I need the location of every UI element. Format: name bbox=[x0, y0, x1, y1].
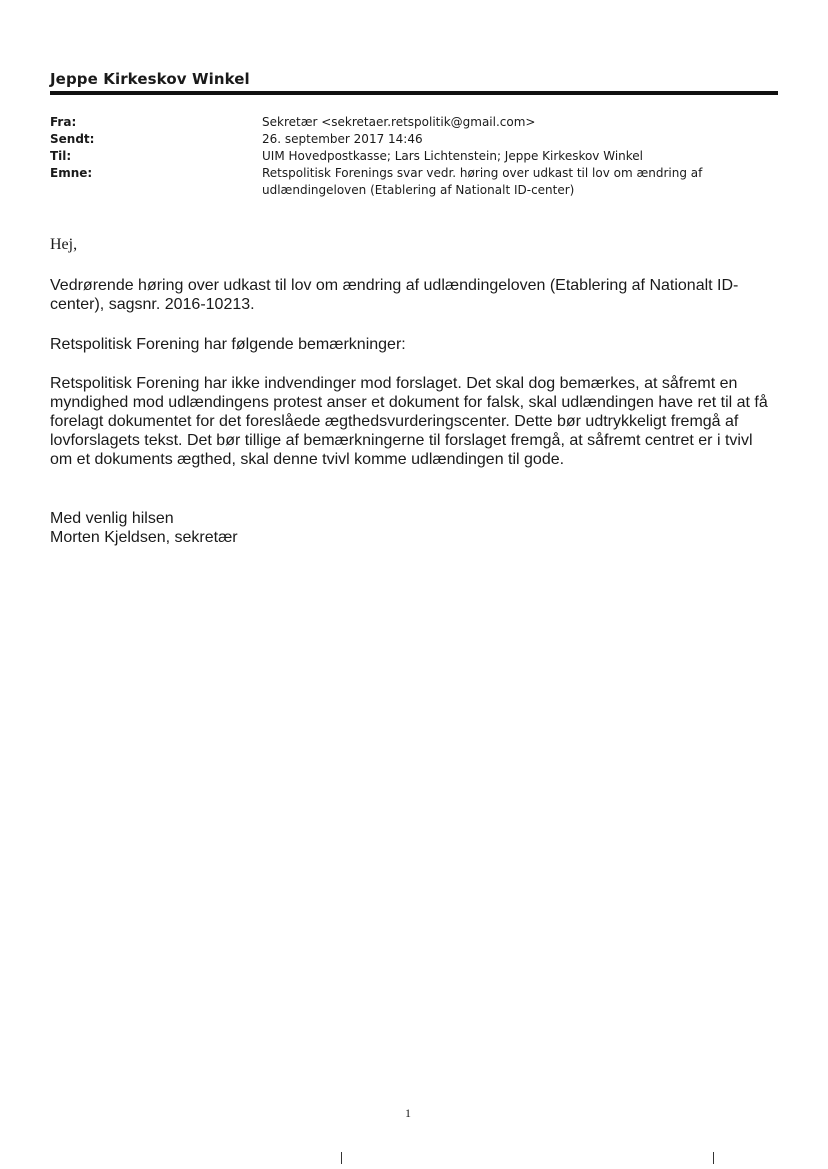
scan-mark-right bbox=[713, 1152, 714, 1164]
signature bbox=[50, 509, 778, 547]
header-value-subject: Retspolitisk Forenings svar vedr. høring over udkast til lov om ændring af udlændingeloven (Etablering af Nationalt ID-center) bbox=[262, 166, 703, 197]
header-label-sent: Sendt: bbox=[50, 132, 95, 146]
header-value-sent: 26. september 2017 14:46 bbox=[262, 132, 423, 146]
body-paragraph-remarks: Retspolitisk Forening har ikke indvendinger mod forslaget. Det skal dog bemærkes, at såfremt en myndighed mod udlændingens protest anser et dokument for falsk, skal udlændingen have ret til at få forelagt dokumentet for det foreslåede ægthedsvurderingscenter. Dette bør udtrykkeligt fremgå af lovforslagets tekst. Det bør tillige af bemærkningerne til forslaget fremgå, at såfremt centret er i tvivl om et dokuments ægthed, skal denne tvivl komme udlændingen til gode. bbox=[50, 375, 768, 468]
header-label-subject: Emne: bbox=[50, 166, 93, 180]
scan-mark-left bbox=[341, 1152, 342, 1164]
body-paragraph-intro: Retspolitisk Forening har følgende bemærkninger: bbox=[50, 336, 406, 353]
header-label-to: Til: bbox=[50, 149, 72, 163]
greeting: Hej, bbox=[50, 236, 78, 253]
page-number: 1 bbox=[405, 1106, 411, 1120]
body-paragraph-reference: Vedrørende høring over udkast til lov om ændring af udlændingeloven (Etablering af Nationalt ID-center), sagsnr. 2016-10213. bbox=[50, 277, 739, 313]
email-headers bbox=[50, 114, 770, 199]
signature-closing: Med venlig hilsen bbox=[50, 510, 174, 527]
header-value-from: Sekretær <sekretaer.retspolitik@gmail.com> bbox=[262, 115, 536, 129]
header-row-to bbox=[50, 148, 770, 165]
header-row-from bbox=[50, 114, 770, 131]
header-label-from: Fra: bbox=[50, 115, 77, 129]
header-divider bbox=[50, 91, 778, 95]
signature-name: Morten Kjeldsen, sekretær bbox=[50, 529, 238, 546]
header-row-sent bbox=[50, 131, 770, 148]
header-row-subject bbox=[50, 165, 770, 199]
sender-name: Jeppe Kirkeskov Winkel bbox=[50, 70, 250, 88]
header-value-to: UIM Hovedpostkasse; Lars Lichtenstein; Jeppe Kirkeskov Winkel bbox=[262, 149, 644, 163]
